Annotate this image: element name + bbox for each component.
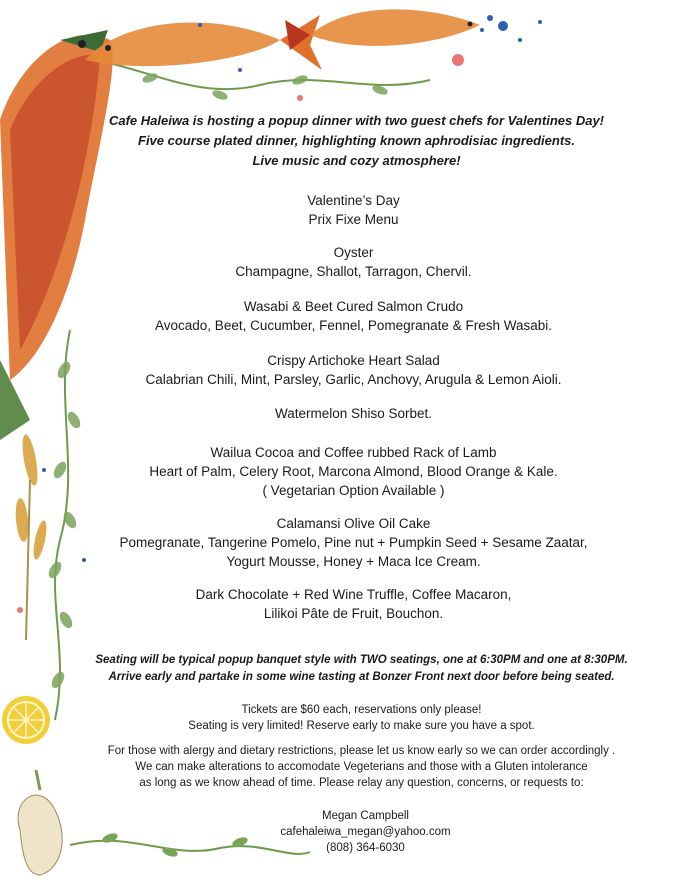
contact-block bbox=[48, 808, 683, 856]
course-salmon-crudo bbox=[12, 297, 683, 335]
seating-info bbox=[40, 652, 683, 686]
course-rack-of-lamb bbox=[12, 443, 683, 500]
dietary-info bbox=[40, 743, 683, 791]
ticket-line: Seating is very limited! Reserve early to make sure you have a spot. bbox=[188, 720, 535, 732]
contact-email[interactable]: cafehaleiwa_megan@yahoo.com bbox=[280, 826, 451, 838]
course-details: Avocado, Beet, Cucumber, Fennel, Pomegranate & Fresh Wasabi. bbox=[155, 318, 552, 333]
course-details: Champagne, Shallot, Tarragon, Chervil. bbox=[235, 264, 472, 279]
course-name: Oyster bbox=[333, 245, 374, 260]
contact-name: Megan Campbell bbox=[322, 810, 409, 822]
dietary-line: For those with alergy and dietary restrictions, please let us know early so we can order accordingly . bbox=[107, 745, 616, 757]
intro-line: Live music and cozy atmosphere! bbox=[252, 153, 461, 168]
course-olive-oil-cake bbox=[12, 514, 683, 571]
menu-title bbox=[12, 191, 683, 229]
course-name: Wailua Cocoa and Coffee rubbed Rack of Lamb bbox=[210, 445, 497, 460]
ticket-info bbox=[40, 702, 683, 734]
course-name: Dark Chocolate + Red Wine Truffle, Coffee Macaron, bbox=[195, 587, 512, 602]
course-name: Wasabi & Beet Cured Salmon Crudo bbox=[243, 299, 464, 314]
course-name: Watermelon Shiso Sorbet. bbox=[274, 406, 433, 421]
course-details: Heart of Palm, Celery Root, Marcona Almond, Blood Orange & Kale. bbox=[149, 464, 558, 479]
course-details: Yogurt Mousse, Honey + Maca Ice Cream. bbox=[226, 554, 481, 569]
seating-line: Seating will be typical popup banquet style with TWO seatings, one at 6:30PM and one at 8:30PM. bbox=[95, 654, 628, 666]
course-artichoke-salad bbox=[12, 351, 683, 389]
course-oyster bbox=[12, 243, 683, 281]
course-name: Calamansi Olive Oil Cake bbox=[276, 516, 431, 531]
intro-block bbox=[30, 111, 683, 171]
course-details: Lilikoi Pâte de Fruit, Bouchon. bbox=[263, 606, 444, 621]
intro-line: Cafe Haleiwa is hosting a popup dinner with two guest chefs for Valentines Day! bbox=[108, 113, 605, 128]
menu-title-line: Valentine’s Day bbox=[307, 193, 400, 208]
ticket-line: Tickets are $60 each, reservations only please! bbox=[241, 704, 482, 716]
intro-line: Five course plated dinner, highlighting known aphrodisiac ingredients. bbox=[138, 133, 575, 148]
course-details: Calabrian Chili, Mint, Parsley, Garlic, Anchovy, Arugula & Lemon Aioli. bbox=[145, 372, 562, 387]
dietary-line: We can make alterations to accomodate Vegeterians and those with a Gluten intolerance bbox=[135, 761, 588, 773]
seating-line: Arrive early and partake in some wine tasting at Bonzer Front next door before being seated. bbox=[108, 671, 615, 683]
dietary-line: as long as we know ahead of time. Please relay any question, concerns, or requests to: bbox=[139, 777, 584, 789]
course-name: Crispy Artichoke Heart Salad bbox=[267, 353, 440, 368]
menu-title-line: Prix Fixe Menu bbox=[308, 212, 399, 227]
course-mignardises bbox=[12, 585, 683, 623]
course-sorbet bbox=[12, 404, 683, 423]
course-details: ( Vegetarian Option Available ) bbox=[262, 483, 445, 498]
course-details: Pomegranate, Tangerine Pomelo, Pine nut + Pumpkin Seed + Sesame Zaatar, bbox=[119, 535, 588, 550]
contact-phone[interactable]: (808) 364-6030 bbox=[326, 842, 405, 854]
